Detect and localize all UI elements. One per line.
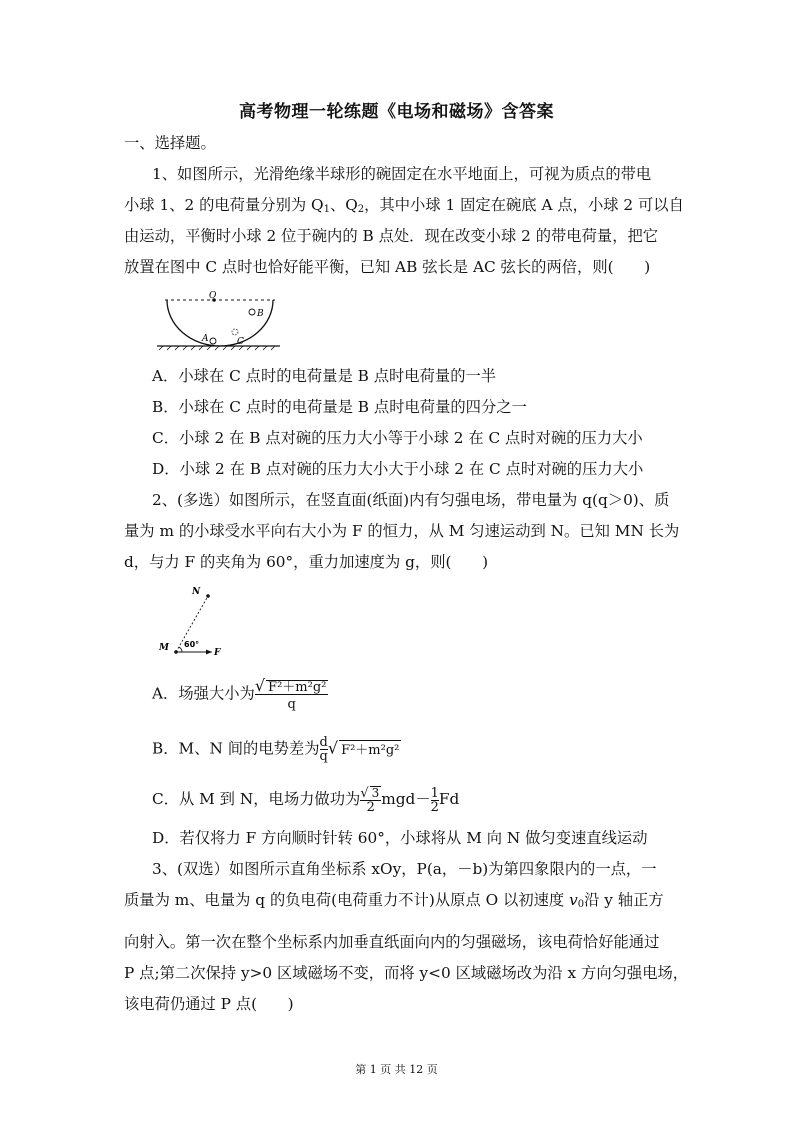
ball-a (210, 338, 216, 344)
page-footer: 第 1 页 共 12 页 (355, 1063, 438, 1076)
angle-label: 60° (184, 640, 200, 649)
q2-option-c-mid: mgd－ (381, 790, 431, 808)
denominator: 2 (360, 800, 381, 814)
label-a: A (202, 334, 209, 344)
q3-line-1: 3、(双选）如图所示直角坐标系 xOy，P(a，－b)为第四象限内的一点，一 (152, 860, 657, 878)
sqrt-sign: √ (360, 786, 369, 801)
bowl-arc (167, 300, 273, 346)
numerator: 1 (430, 785, 439, 801)
q2-line-2: 量为 m 的小球受水平向右大小为 F 的恒力，从 M 匀速运动到 N。已知 MN 长为 (124, 522, 680, 540)
q1-option-a: A．小球在 C 点时的电荷量是 B 点时电荷量的一半 (152, 367, 497, 385)
q2-line-3: d，与力 F 的夹角为 60°，重力加速度为 g，则( ) (124, 553, 489, 571)
fraction (431, 787, 439, 814)
q1-text: ，其中小球 1 固定在碗底 A 点，小球 2 可以自 (364, 196, 684, 214)
q2-option-a (152, 678, 328, 711)
q3-line-3: 向射入。第一次在整个坐标系内加垂直纸面向内的匀强磁场，该电荷恰好能通过 (124, 933, 660, 951)
numerator (255, 678, 329, 694)
mn-figure (156, 584, 236, 659)
sqrt-sign: √ (254, 676, 266, 695)
q1-text: 小球 1、2 的电荷量分别为 Q (124, 196, 324, 214)
fraction (320, 736, 328, 763)
q2-option-c-text: C．从 M 到 N，电场力做功为 (152, 790, 361, 808)
ground-hatch (159, 346, 275, 350)
q1-option-b: B．小球在 C 点时的电荷量是 B 点时电荷量的四分之一 (152, 398, 527, 416)
q1-option-d: D．小球 2 在 B 点对碗的压力大小大于小球 2 在 C 点时对碗的压力大小 (152, 460, 644, 478)
section-heading: 一、选择题。 (124, 134, 216, 152)
velocity-symbol: v (569, 891, 578, 909)
fraction (255, 678, 329, 711)
angle-arc (179, 647, 182, 652)
subscript: 1 (323, 204, 330, 215)
arrowhead (206, 650, 212, 655)
q2-option-b-text: B．M、N 间的电势差为 (152, 739, 320, 758)
sqrt-sign: √ (327, 738, 339, 758)
numerator (360, 786, 381, 800)
q2-option-c-end: Fd (438, 790, 460, 808)
subscript: 2 (357, 204, 365, 215)
q1-line-4: 放置在图中 C 点时也恰好能平衡，已知 AB 弦长是 AC 弦长的两倍，则( ) (124, 258, 651, 276)
q1-line-1: 1、如图所示，光滑绝缘半球形的碗固定在水平地面上，可视为质点的带电 (152, 165, 652, 183)
q3-line-5: 该电荷仍通过 P 点( ) (124, 995, 294, 1013)
numerator: d (319, 735, 328, 750)
bowl-figure (155, 292, 285, 352)
q1-line-2 (124, 195, 684, 220)
fraction (360, 786, 381, 814)
label-f: F (214, 648, 221, 658)
q1-text: 、Q (329, 196, 358, 214)
subscript: 0 (577, 899, 585, 910)
q3-text: 质量为 m、电量为 q 的负电荷(电荷重力不计)从原点 O 以初速度 (124, 891, 570, 909)
radicand: F²＋m²g² (339, 740, 401, 761)
page-title: 高考物理一轮练题《电场和磁场》含答案 (239, 102, 554, 122)
q2-option-b (152, 736, 401, 763)
q3-text: 沿 y 轴正方 (584, 891, 664, 909)
denominator: 2 (430, 799, 439, 815)
q2-line-1: 2、(多选）如图所示，在竖直面(纸面)内有匀强电场，带电量为 q(q＞0)、质 (152, 491, 670, 509)
q1-option-c: C．小球 2 在 B 点对碗的压力大小等于小球 2 在 C 点时对碗的压力大小 (152, 429, 643, 447)
radicand: F²＋m²g² (268, 680, 327, 695)
label-o: O (209, 291, 217, 301)
q2-option-c (152, 786, 459, 814)
q1-line-3: 由运动，平衡时小球 2 位于碗内的 B 点处．现在改变小球 2 的带电荷量，把它 (124, 227, 659, 245)
label-n: N (192, 587, 201, 597)
point-n (206, 594, 210, 598)
q2-option-d: D．若仅将力 F 方向顺时针转 60°，小球将从 M 向 N 做匀变速直线运动 (152, 829, 648, 847)
label-c: C (237, 337, 244, 347)
q3-line-2 (124, 890, 664, 915)
radicand: 3 (371, 786, 380, 800)
denominator: q (255, 694, 329, 711)
q3-line-4: P 点;第二次保持 y>0 区域磁场不变，而将 y<0 区域磁场改为沿 x 方向匀强电场， (124, 964, 689, 982)
label-m: M (159, 643, 169, 653)
ball-c (232, 329, 238, 335)
q2-option-a-text: A．场强大小为 (152, 684, 255, 703)
ball-b (249, 309, 255, 315)
denominator: q (319, 749, 328, 764)
label-b: B (257, 309, 264, 319)
